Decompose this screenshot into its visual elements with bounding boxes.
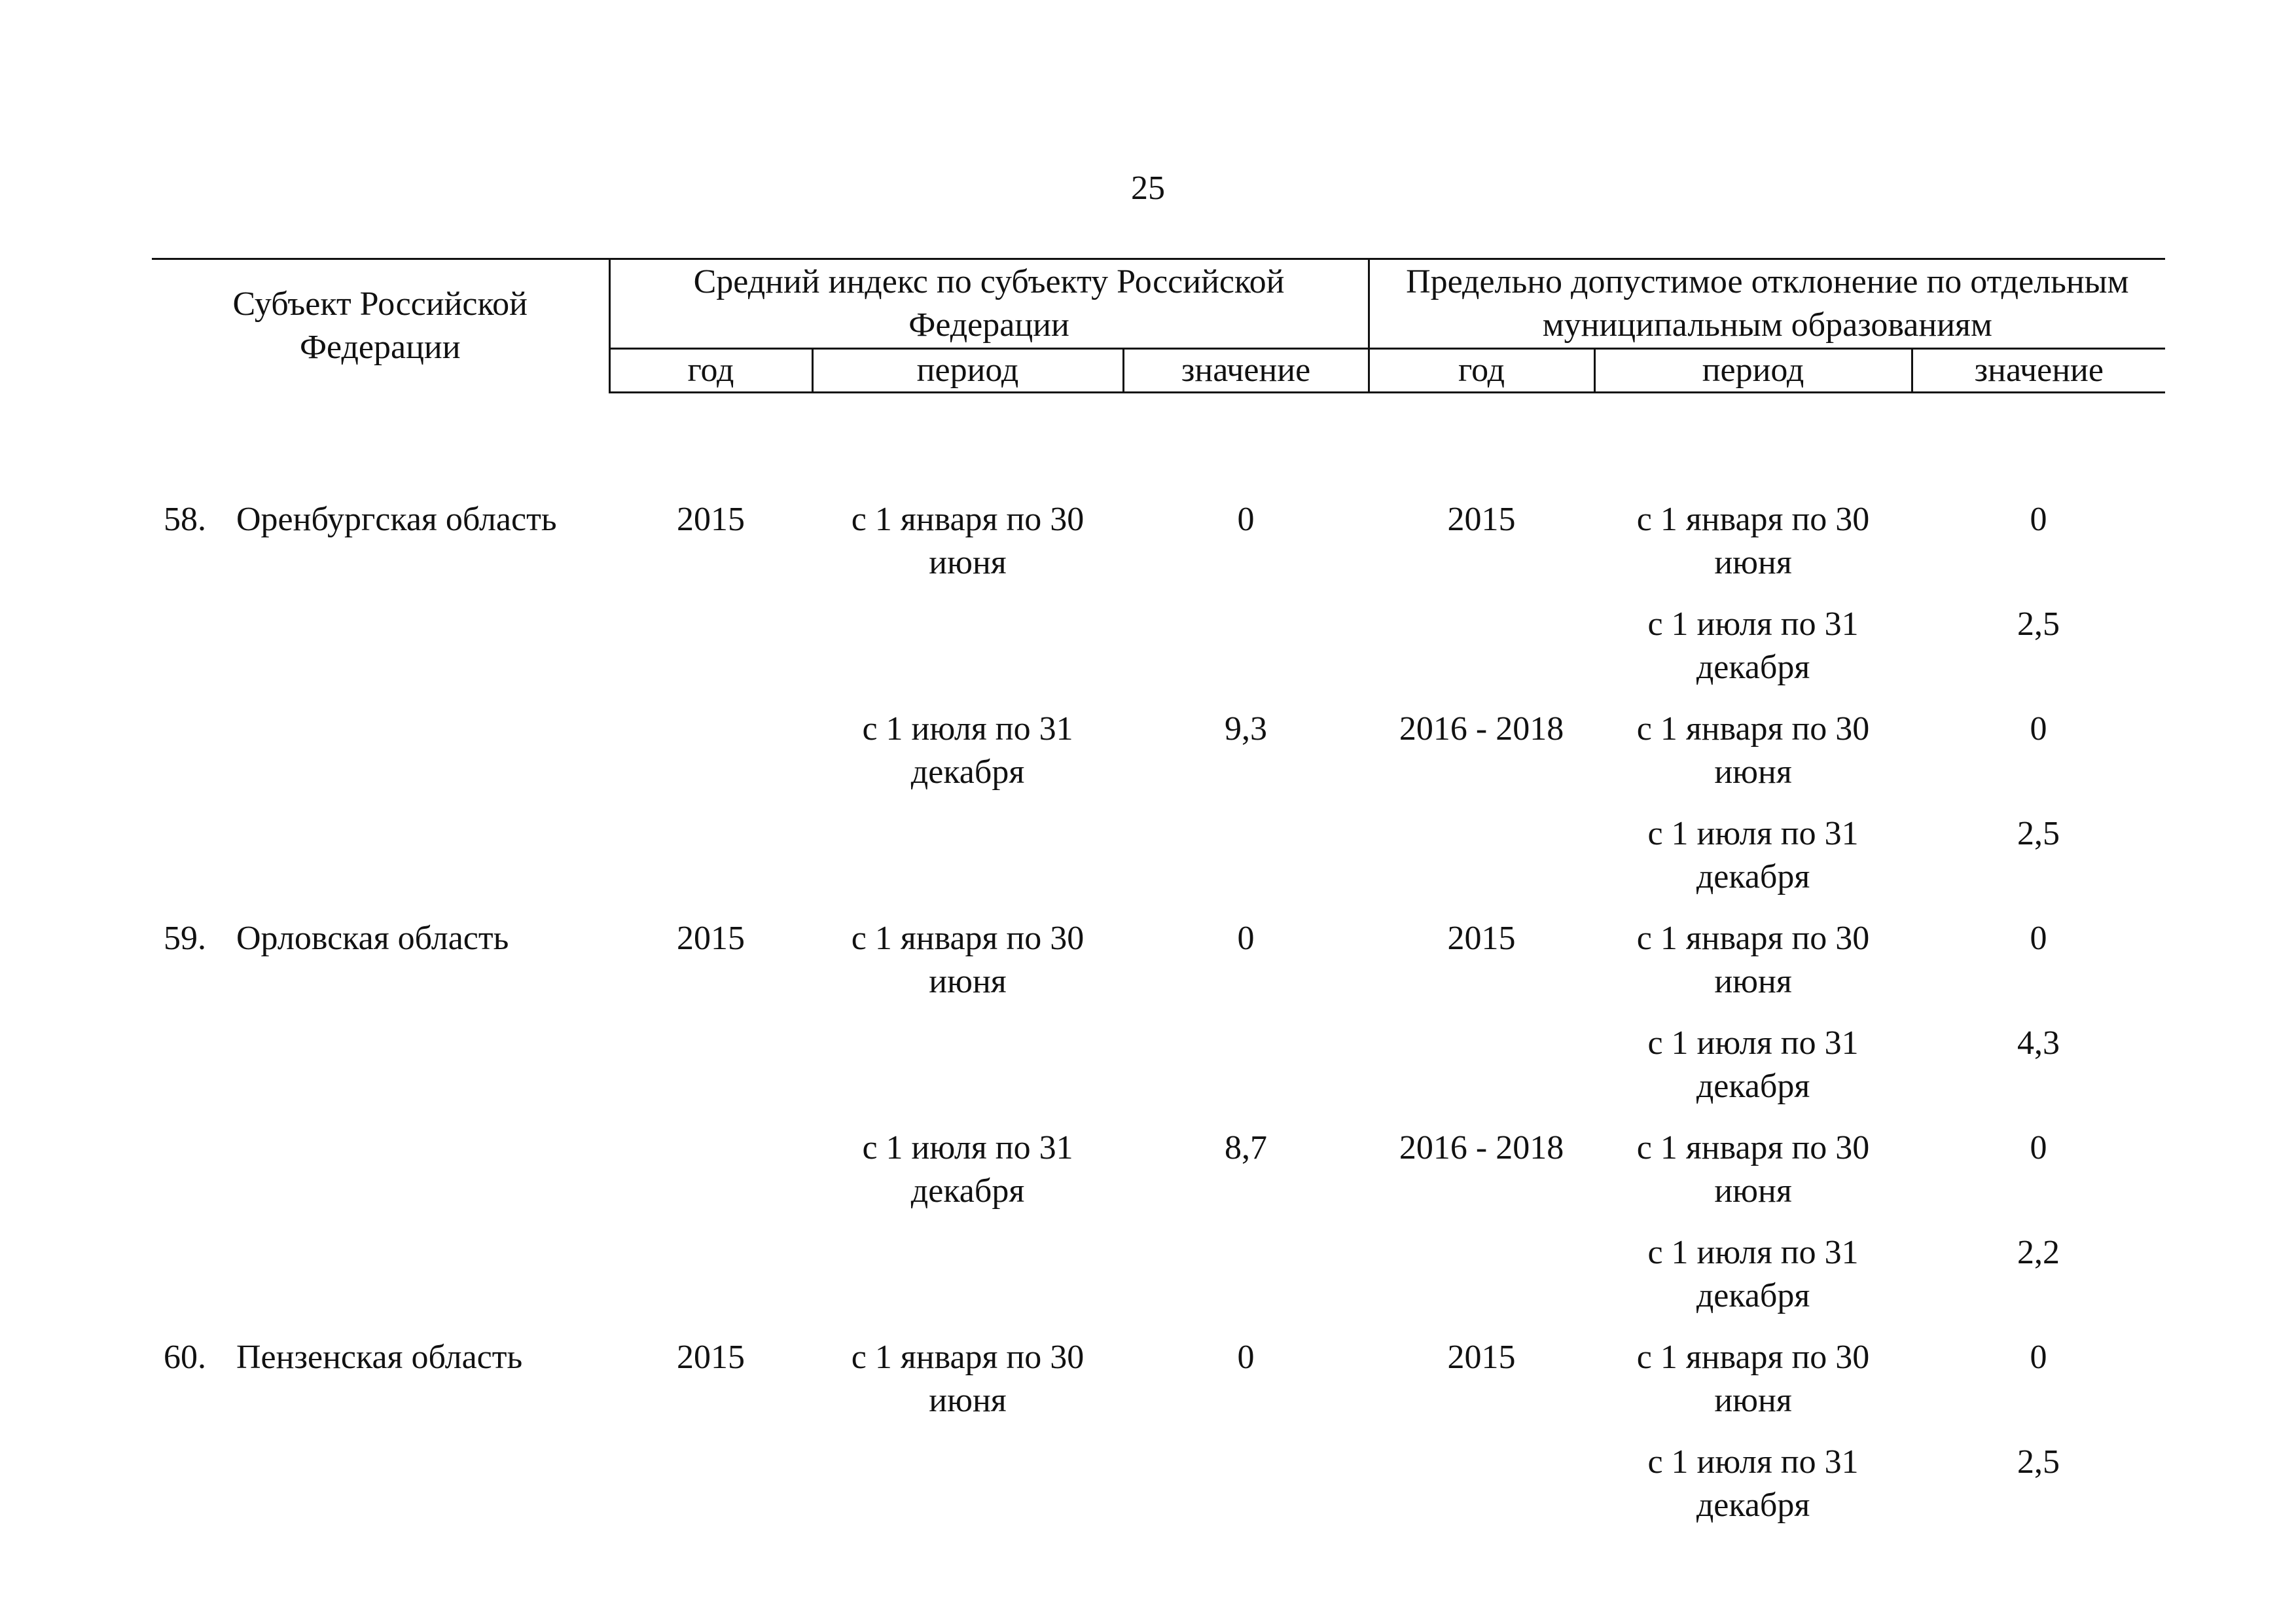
average-value — [1123, 1231, 1369, 1336]
average-value: 0 — [1237, 920, 1255, 957]
average-period: с 1 июля по 31 декабря — [862, 710, 1073, 791]
average-year — [609, 1127, 812, 1231]
deviation-year — [1369, 812, 1594, 917]
average-value: 0 — [1237, 501, 1255, 538]
deviation-period: с 1 июля по 31 декабря — [1647, 605, 1859, 686]
deviation-value: 0 — [2030, 501, 2047, 538]
deviation-value: 2,5 — [2017, 815, 2060, 852]
header-year-2: год — [1369, 349, 1594, 393]
average-value — [1123, 603, 1369, 708]
page-number: 25 — [1131, 170, 1165, 207]
row-number: 59. — [164, 920, 206, 957]
average-year — [609, 812, 812, 917]
header-period-1: период — [812, 349, 1123, 393]
deviation-period: с 1 июля по 31 декабря — [1647, 1443, 1859, 1524]
deviation-period: с 1 января по 30 июня — [1636, 1129, 1870, 1210]
table-row — [152, 1022, 2165, 1127]
subject-name — [236, 708, 609, 812]
deviation-value: 0 — [2030, 1339, 2047, 1376]
deviation-value: 0 — [2030, 1129, 2047, 1166]
deviation-period: с 1 января по 30 июня — [1636, 710, 1870, 791]
subject-name — [236, 1231, 609, 1336]
header-year-1: год — [609, 349, 812, 393]
deviation-year — [1369, 1022, 1594, 1127]
subject-name — [236, 603, 609, 708]
header-subject: Субъект Российской Федерации — [152, 259, 609, 393]
row-number — [152, 1022, 236, 1127]
subject-name — [236, 1441, 609, 1545]
table-row — [152, 1441, 2165, 1545]
average-value — [1123, 1022, 1369, 1127]
header-value-1: значение — [1123, 349, 1369, 393]
deviation-year: 2015 — [1447, 1339, 1516, 1376]
average-year: 2015 — [677, 920, 745, 957]
average-period — [812, 603, 1123, 708]
table-row — [152, 1336, 2165, 1441]
header-value-2: значение — [1912, 349, 2165, 393]
subject-name: Пензенская область — [236, 1339, 523, 1376]
deviation-period: с 1 июля по 31 декабря — [1647, 1234, 1859, 1314]
header-average-index: Средний индекс по субъекту Российской Федерации — [609, 259, 1369, 349]
row-number — [152, 1127, 236, 1231]
subject-name: Орловская область — [236, 920, 509, 957]
deviation-period: с 1 июля по 31 декабря — [1647, 1024, 1859, 1105]
deviation-year: 2015 — [1447, 501, 1516, 538]
deviation-value: 2,5 — [2017, 605, 2060, 643]
deviation-value: 2,5 — [2017, 1443, 2060, 1481]
average-period — [812, 1022, 1123, 1127]
average-period: с 1 января по 30 июня — [851, 501, 1085, 581]
deviation-value: 2,2 — [2017, 1234, 2060, 1271]
average-period — [812, 812, 1123, 917]
average-year: 2015 — [677, 501, 745, 538]
deviation-year — [1369, 603, 1594, 708]
deviation-period: с 1 июля по 31 декабря — [1647, 815, 1859, 895]
subject-name — [236, 812, 609, 917]
average-year — [609, 1231, 812, 1336]
row-number: 58. — [164, 501, 206, 538]
deviation-value: 4,3 — [2017, 1024, 2060, 1062]
average-year — [609, 603, 812, 708]
table-row — [152, 708, 2165, 812]
header-period-2: период — [1594, 349, 1912, 393]
average-value — [1123, 812, 1369, 917]
row-number — [152, 1231, 236, 1336]
average-value: 8,7 — [1225, 1129, 1268, 1166]
deviation-period: с 1 января по 30 июня — [1636, 920, 1870, 1000]
average-period — [812, 1441, 1123, 1545]
subject-name — [236, 1022, 609, 1127]
average-value: 9,3 — [1225, 710, 1268, 748]
table-row — [152, 812, 2165, 917]
row-number — [152, 1441, 236, 1545]
subject-name: Оренбургская область — [236, 501, 557, 538]
deviation-year: 2015 — [1447, 920, 1516, 957]
deviation-year — [1369, 1441, 1594, 1545]
average-year — [609, 708, 812, 812]
average-value — [1123, 1441, 1369, 1545]
row-number — [152, 603, 236, 708]
table-row — [152, 498, 2165, 603]
deviation-value: 0 — [2030, 920, 2047, 957]
deviation-year: 2016 - 2018 — [1399, 1129, 1564, 1166]
row-number: 60. — [164, 1339, 206, 1376]
average-period — [812, 1231, 1123, 1336]
row-number — [152, 708, 236, 812]
average-year — [609, 1441, 812, 1545]
deviation-value: 0 — [2030, 710, 2047, 748]
table-row — [152, 1127, 2165, 1231]
average-period: с 1 января по 30 июня — [851, 920, 1085, 1000]
table-row — [152, 603, 2165, 708]
deviation-period: с 1 января по 30 июня — [1636, 1339, 1870, 1419]
deviation-year: 2016 - 2018 — [1399, 710, 1564, 748]
average-year: 2015 — [677, 1339, 745, 1376]
table-header — [152, 259, 2165, 393]
table-body — [152, 393, 2165, 1546]
index-table — [152, 258, 2165, 1545]
deviation-period: с 1 января по 30 июня — [1636, 501, 1870, 581]
row-number — [152, 812, 236, 917]
average-period: с 1 января по 30 июня — [851, 1339, 1085, 1419]
average-year — [609, 1022, 812, 1127]
average-period: с 1 июля по 31 декабря — [862, 1129, 1073, 1210]
header-max-deviation: Предельно допустимое отклонение по отдельным муниципальным образованиям — [1369, 259, 2165, 349]
table-row — [152, 917, 2165, 1022]
table-row — [152, 1231, 2165, 1336]
average-value: 0 — [1237, 1339, 1255, 1376]
subject-name — [236, 1127, 609, 1231]
deviation-year — [1369, 1231, 1594, 1336]
